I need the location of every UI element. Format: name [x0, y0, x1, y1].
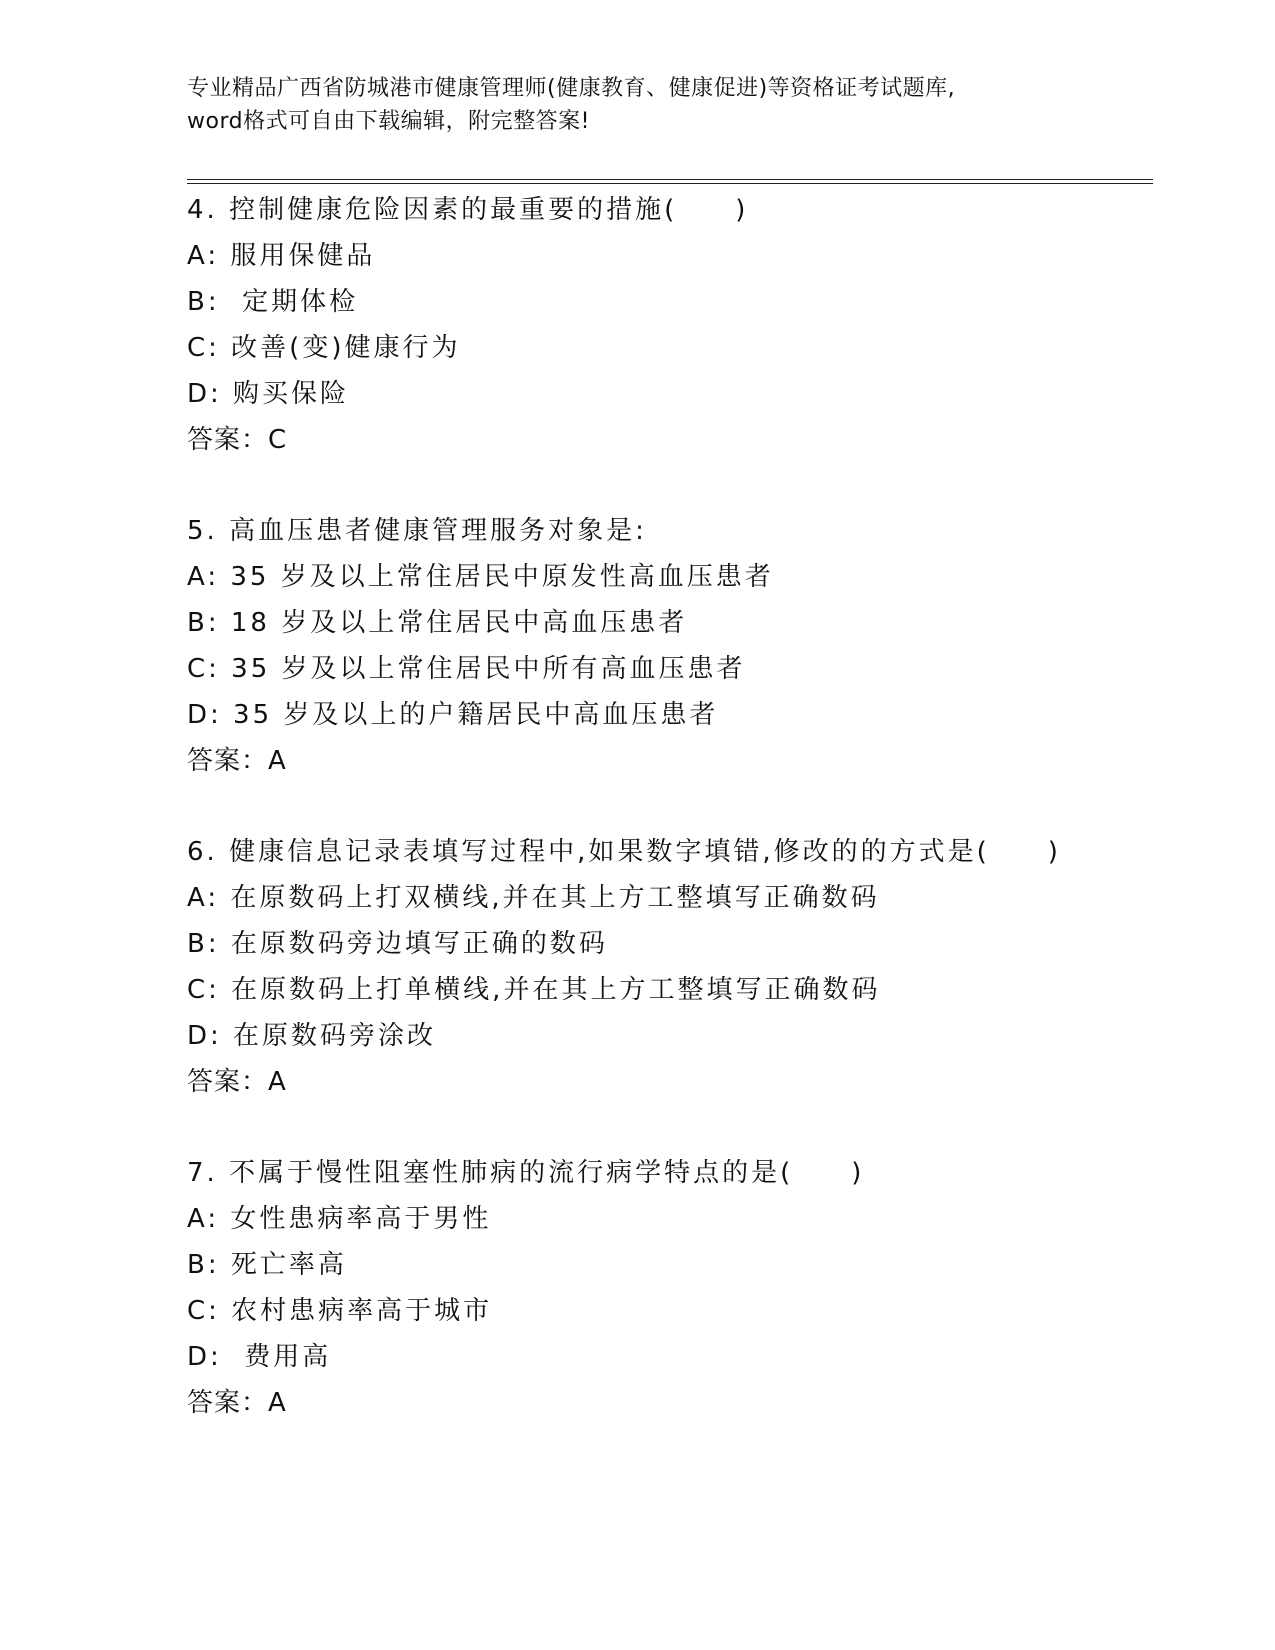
- option-a: A: 服用保健品: [187, 241, 376, 271]
- option-d: D: 费用高: [187, 1342, 332, 1372]
- option-d: D: 在原数码旁涂改: [187, 1021, 437, 1051]
- header-line-2: word格式可自由下载编辑，附完整答案!: [187, 109, 590, 134]
- answer-label: 答案：A: [187, 1067, 287, 1097]
- document-header: [187, 72, 1147, 138]
- option-d: D: 购买保险: [187, 379, 350, 409]
- option-b: B: 18 岁及以上常住居民中高血压患者: [187, 608, 688, 638]
- question-6: [187, 829, 1147, 1105]
- option-c: C: 35 岁及以上常住居民中所有高血压患者: [187, 654, 746, 684]
- header-divider-top: [187, 179, 1153, 180]
- option-c: C: 改善(变)健康行为: [187, 333, 461, 363]
- option-c: C: 在原数码上打单横线,并在其上方工整填写正确数码: [187, 975, 881, 1005]
- answer-label: 答案：C: [187, 425, 288, 455]
- header-divider-bottom: [187, 183, 1153, 184]
- option-a: A: 在原数码上打双横线,并在其上方工整填写正确数码: [187, 883, 880, 913]
- question-4: [187, 187, 1147, 463]
- answer-label: 答案：A: [187, 1388, 287, 1418]
- option-a: A: 35 岁及以上常住居民中原发性高血压患者: [187, 562, 774, 592]
- option-d: D: 35 岁及以上的户籍居民中高血压患者: [187, 700, 719, 730]
- answer-label: 答案：A: [187, 746, 287, 776]
- option-b: B: 在原数码旁边填写正确的数码: [187, 929, 608, 959]
- question-stem: 4. 控制健康危险因素的最重要的措施( ): [187, 195, 749, 225]
- header-line-1: 专业精品广西省防城港市健康管理师(健康教育、健康促进)等资格证考试题库,: [187, 76, 956, 101]
- option-a: A: 女性患病率高于男性: [187, 1204, 492, 1234]
- question-5: [187, 508, 1147, 784]
- option-c: C: 农村患病率高于城市: [187, 1296, 493, 1326]
- question-stem: 5. 高血压患者健康管理服务对象是:: [187, 516, 647, 546]
- question-stem: 6. 健康信息记录表填写过程中,如果数字填错,修改的的方式是( ): [187, 837, 1061, 867]
- option-b: B: 定期体检: [187, 287, 359, 317]
- question-7: [187, 1150, 1147, 1426]
- option-b: B: 死亡率高: [187, 1250, 347, 1280]
- question-stem: 7. 不属于慢性阻塞性肺病的流行病学特点的是( ): [187, 1158, 865, 1188]
